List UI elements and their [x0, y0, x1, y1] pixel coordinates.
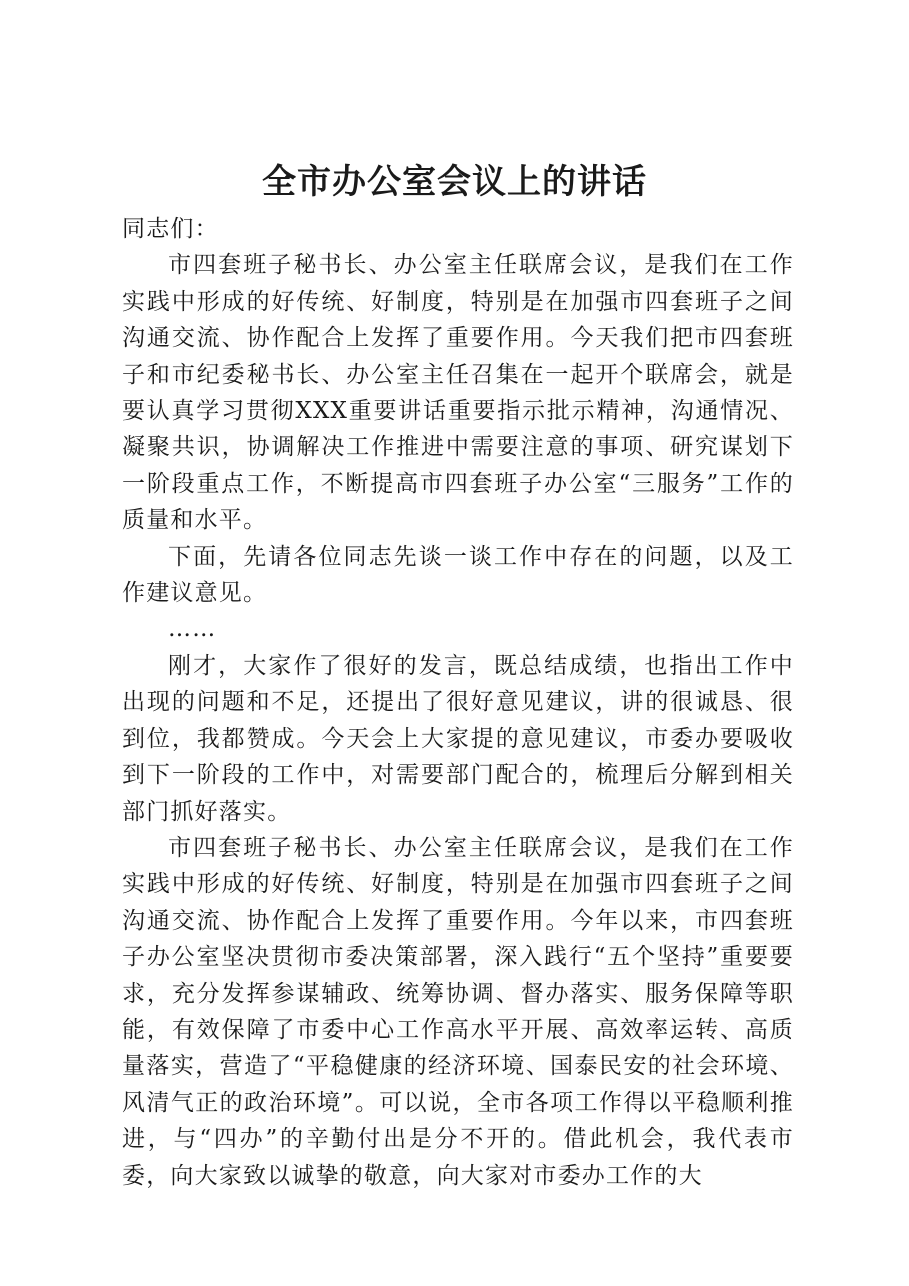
ellipsis-line: ……	[168, 616, 217, 643]
salutation: 同志们：	[122, 216, 219, 242]
paragraph-1: 市四套班子秘书长、办公室主任联席会议，是我们在工作实践中形成的好传统、好制度，特别是在加强市四套班子之间沟通交流、协作配合上发挥了重要作用。今天我们把市四套班子和市纪委秘书长、办公室主任召集在一起开个联席会，就是要认真学习贯彻XXX重要讲话重要指示批示精神，沟通情况、凝聚共识，协调解决工作推进中需要注意的事项、研究谋划下一阶段重点工作，不断提高市四套班子办公室“三服务”工作的质量和水平。	[122, 252, 794, 534]
document-body	[122, 211, 794, 1194]
document-title: 全市办公室会议上的讲话	[262, 162, 647, 202]
paragraph-2: 下面，先请各位同志先谈一谈工作中存在的问题，以及工作建议意见。	[122, 543, 794, 607]
paragraph-4: 市四套班子秘书长、办公室主任联席会议，是我们在工作实践中形成的好传统、好制度，特别是在加强市四套班子之间沟通交流、协作配合上发挥了重要作用。今年以来，市四套班子办公室坚决贯彻市委决策部署，深入践行“五个坚持”重要要求，充分发挥参谋辅政、统筹协调、督办落实、服务保障等职能，有效保障了市委中心工作高水平开展、高效率运转、高质量落实，营造了“平稳健康的经济环境、国泰民安的社会环境、风清气正的政治环境”。可以说，全市各项工作得以平稳顺利推进，与“四办”的辛勤付出是分不开的。借此机会，我代表市委，向大家致以诚挚的敬意，向大家对市委办工作的大	[122, 834, 794, 1189]
paragraph-3: 刚才，大家作了很好的发言，既总结成绩，也指出工作中出现的问题和不足，还提出了很好意见建议，讲的很诚恳、很到位，我都赞成。今天会上大家提的意见建议，市委办要吸收到下一阶段的工作中，对需要部门配合的，梳理后分解到相关部门抓好落实。	[122, 652, 794, 825]
